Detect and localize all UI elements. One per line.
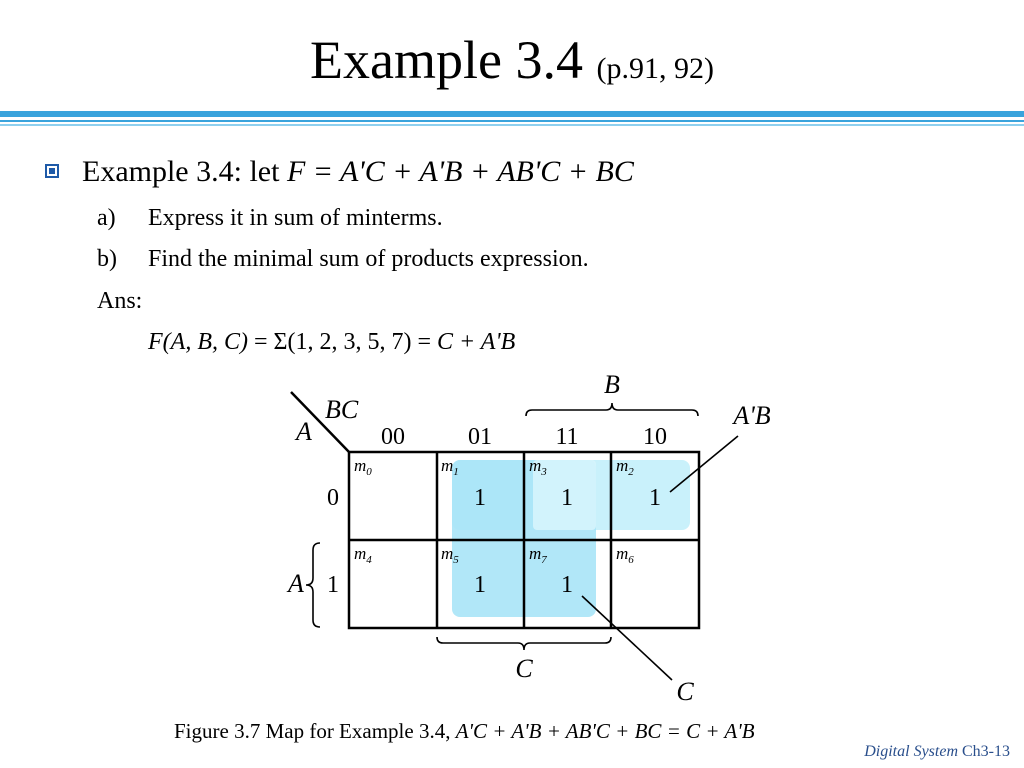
- answer-formula-sum: = Σ(1, 2, 3, 5, 7) =: [247, 329, 438, 355]
- item-b-label: b): [97, 246, 117, 272]
- cell-value: 1: [561, 485, 573, 511]
- minterm-label-m5: $m_5$: [441, 544, 459, 566]
- answer-formula-lhs: F(A, B, C): [148, 329, 248, 355]
- brace-left: [306, 543, 320, 627]
- kmap-row-variable: A: [296, 417, 312, 446]
- brace-left-label: A: [288, 569, 304, 598]
- footer-course: Digital System: [864, 743, 958, 760]
- answer-label: Ans:: [97, 288, 143, 314]
- figure-caption-prefix: Figure 3.7 Map for Example 3.4,: [174, 719, 456, 743]
- minterm-label-m0: $m_0$: [354, 456, 372, 478]
- brace-top: [526, 403, 698, 416]
- item-a-text: Express it in sum of minterms.: [148, 205, 443, 231]
- minterm-label-m3: $m_3$: [529, 456, 547, 478]
- cell-value: 1: [474, 572, 486, 598]
- kmap-col-header: 00: [381, 424, 405, 450]
- cell-value: 1: [474, 485, 486, 511]
- minterm-label-m6: $m_6$: [616, 544, 634, 566]
- cell-value: 1: [649, 485, 661, 511]
- problem-prefix: Example 3.4: let: [82, 155, 280, 188]
- brace-bottom-label: C: [515, 654, 533, 683]
- item-b-text: Find the minimal sum of products expression.: [148, 246, 589, 272]
- figure-caption: [174, 716, 755, 746]
- kmap-col-header: 01: [468, 424, 492, 450]
- brace-bottom: [437, 637, 611, 650]
- kmap-col-header: 11: [555, 424, 579, 450]
- callout-line-c: [582, 596, 672, 680]
- minterm-label-m4: $m_4$: [354, 544, 372, 566]
- title-main: Example 3.4: [310, 30, 583, 90]
- footer-page-number: Ch3-13: [962, 743, 1010, 760]
- cell-value: 1: [561, 572, 573, 598]
- figure-caption-expr: A'C + A'B + AB'C + BC = C + A'B: [455, 719, 755, 743]
- item-a-label: a): [97, 205, 116, 231]
- problem-expression: = A'C + A'B + AB'C + BC: [312, 155, 634, 188]
- kmap-row-header: 1: [327, 572, 339, 598]
- callout-label-c: C: [676, 677, 694, 706]
- kmap-col-header: 10: [643, 424, 667, 450]
- kmap-col-variable: BC: [325, 395, 359, 424]
- callout-label-a-prime-b: A'B: [733, 401, 771, 430]
- brace-top-label: B: [604, 370, 620, 399]
- title-subtitle: (p.91, 92): [596, 52, 714, 85]
- kmap-row-header: 0: [327, 485, 339, 511]
- minterm-label-m7: $m_7$: [529, 544, 547, 566]
- problem-function-name: F: [286, 155, 306, 188]
- minterm-label-m1: $m_1$: [441, 456, 459, 478]
- slide-footer: [864, 743, 1010, 761]
- answer-formula-result: C + A'B: [437, 329, 516, 355]
- minterm-label-m2: $m_2$: [616, 456, 634, 478]
